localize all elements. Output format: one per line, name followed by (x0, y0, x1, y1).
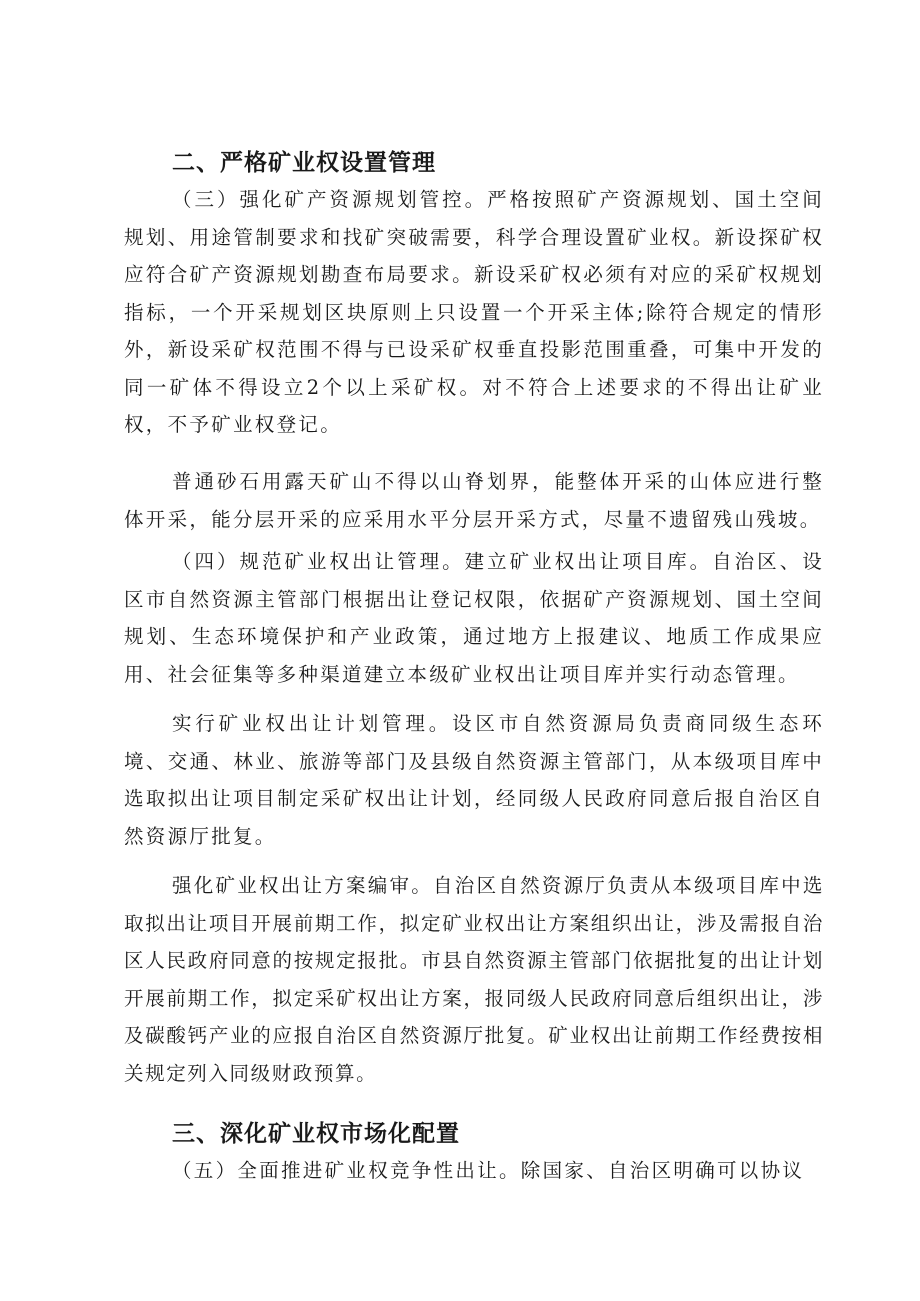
paragraph-transfer-management: （四）规范矿业权出让管理。建立矿业权出让项目库。自治区、设区市自然资源主管部门根据出让登记权限，依据矿产资源规划、国土空间规划、生态环境保护和产业政策，通过地方上报建议、地质工作成果应用、社会征集等多种渠道建立本级矿业权出让项目库并实行动态管理。 (124, 550, 824, 686)
paragraph-transfer-plan: 实行矿业权出让计划管理。设区市自然资源局负责商同级生态环境、交通、林业、旅游等部门及县级自然资源主管部门，从本级项目库中选取拟出让项目制定采矿权出让计划，经同级人民政府同意后报自治区自然资源厅批复。 (124, 712, 824, 848)
section-heading-2: 二、严格矿业权设置管理 (172, 150, 436, 176)
paragraph-sandstone-mining: 普通砂石用露天矿山不得以山脊划界，能整体开采的山体应进行整体开采，能分层开采的应采用水平分层开采方式，尽量不遗留残山残坡。 (124, 470, 824, 531)
paragraph-competitive-transfer: （五）全面推进矿业权竞争性出让。除国家、自治区明确可以协议 (172, 1159, 805, 1182)
paragraph-mineral-planning-control: （三）强化矿产资源规划管控。严格按照矿产资源规划、国土空间规划、用途管制要求和找矿突破需要，科学合理设置矿业权。新设探矿权应符合矿产资源规划勘查布局要求。新设采矿权必须有对应的采矿权规划指标，一个开采规划区块原则上只设置一个开采主体;除符合规定的情形外，新设采矿权范围不得与已设采矿权垂直投影范围重叠，可集中开发的同一矿体不得设立2个以上采矿权。对不符合上述要求的不得出让矿业权，不予矿业权登记。 (124, 188, 824, 436)
paragraph-transfer-scheme: 强化矿业权出让方案编审。自治区自然资源厅负责从本级项目库中选取拟出让项目开展前期工作，拟定矿业权出让方案组织出让，涉及需报自治区人民政府同意的按规定报批。市县自然资源主管部门依据批复的出让计划开展前期工作，拟定采矿权出让方案，报同级人民政府同意后组织出让，涉及碳酸钙产业的应报自治区自然资源厅批复。矿业权出让前期工作经费按相关规定列入同级财政预算。 (124, 874, 824, 1085)
section-heading-3: 三、深化矿业权市场化配置 (172, 1121, 460, 1147)
